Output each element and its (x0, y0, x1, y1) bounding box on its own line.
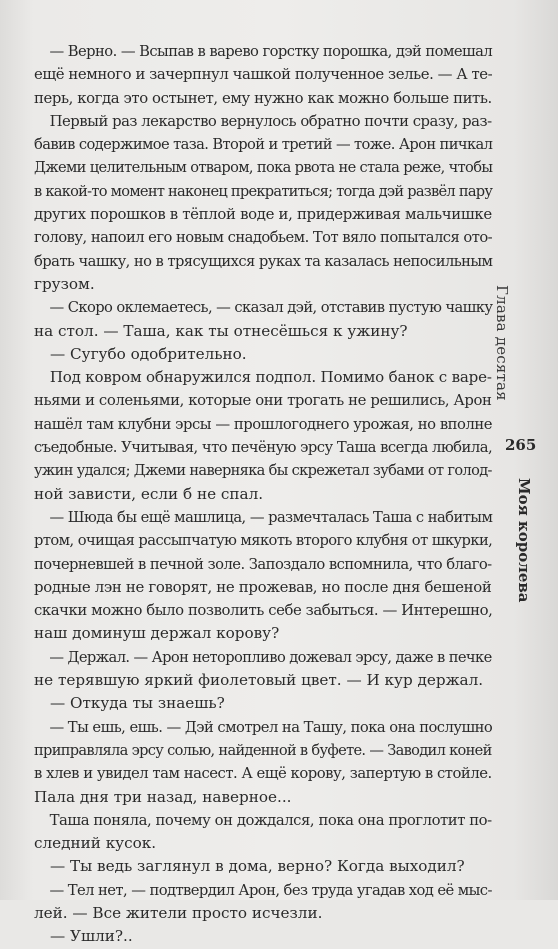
text-line: — Тел нет, — подтвердил Арон, без труда угадав ход её мыс- (49, 880, 492, 899)
text-line: съедобные. Учитывая, что печёную эрсу Таша всегда любила, (34, 438, 493, 457)
text-line: в какой-то момент наконец прекратиться; тогда дэй развёл пару (34, 181, 493, 200)
text-line: — Скоро оклемаетесь, — сказал дэй, отставив пустую чашку (49, 298, 493, 317)
text-line: — Ты ешь, ешь. — Дэй смотрел на Ташу, пока она послушно (49, 717, 493, 736)
text-line: других порошков в тёплой воде и, придерживая мальчишке (34, 205, 492, 224)
text-line: в хлев и увидел там насест. А ещё корову, запертую в стойле. (34, 764, 492, 783)
text-line: скачки можно было позволить себе забыться. — Интерешно, (34, 601, 493, 620)
text-line: почерневшей в печной золе. Запоздало вспомнила, что благо- (34, 554, 492, 573)
text-line: Таша поняла, почему он дождался, пока она проглотит по- (49, 810, 492, 829)
text-line: Под ковром обнаружился подпол. Помимо банок с варе- (49, 368, 492, 387)
text-line: грузом. (34, 274, 95, 293)
text-line: — Откуда ты знаешь? (50, 694, 225, 713)
text-line: — Ты ведь заглянул в дома, верно? Когда выходил? (50, 857, 465, 876)
text-line: Джеми целительным отваром, пока рвота не стала реже, чтобы (34, 158, 493, 177)
text-line: перь, когда это остынет, ему нужно как можно больше пить. (34, 88, 492, 107)
text-line: ньями и соленьями, которые они трогать не решились, Арон (34, 391, 492, 410)
text-line: — Шюда бы ещё машлица, — размечталась Таша с набитым (49, 507, 493, 526)
text-line: на стол. — Таша, как ты отнесёшься к ужину? (34, 321, 408, 340)
body-text (34, 40, 492, 949)
book-title-running-head: Моя королева (515, 478, 533, 603)
text-line: родные лэн не говорят, не прожевав, но после дня бешеной (34, 577, 492, 596)
text-line: — Верно. — Всыпав в варево горстку порошка, дэй помешал (49, 42, 493, 60)
text-line: ртом, очищая рассыпчатую мякоть второго клубня от шкурки, (34, 531, 493, 550)
text-line: Пала дня три назад, наверное... (34, 787, 292, 806)
text-line: — Сугубо одобрительно. (50, 344, 247, 363)
text-line: Первый раз лекарство вернулось обратно почти сразу, раз- (49, 111, 492, 130)
text-line: не терявшую яркий фиолетовый цвет. — И кур держал. (34, 671, 484, 690)
text-line: бавив содержимое таза. Второй и третий — тоже. Арон пичкал (34, 135, 493, 154)
text-line: следний кусок. (34, 834, 157, 853)
page-number: 265 (505, 436, 537, 454)
text-line: голову, напоил его новым снадобьем. Тот вяло попытался ото- (34, 228, 493, 247)
text-line: брать чашку, но в трясущихся руках та казалась непосильным (34, 251, 493, 270)
text-line: наш доминуш держал корову? (34, 624, 280, 643)
text-line: приправляла эрсу солью, найденной в буфете. — Заводил коней (34, 740, 492, 759)
text-line: ной зависти, если б не спал. (34, 484, 264, 503)
text-line: — Ушли?.. (50, 927, 133, 946)
text-line: ужин удался; Джеми наверняка бы скрежетал зубами от голод- (34, 461, 492, 480)
text-line: лей. — Все жители просто исчезли. (34, 903, 323, 922)
chapter-running-head: Глава десятая (493, 285, 511, 401)
text-line: ещё немного и зачерпнул чашкой полученное зелье. — А те- (34, 65, 493, 84)
text-line: нашёл там клубни эрсы — прошлогоднего урожая, но вполне (34, 414, 493, 433)
text-line: — Держал. — Арон неторопливо дожевал эрсу, даже в печке (49, 647, 492, 666)
